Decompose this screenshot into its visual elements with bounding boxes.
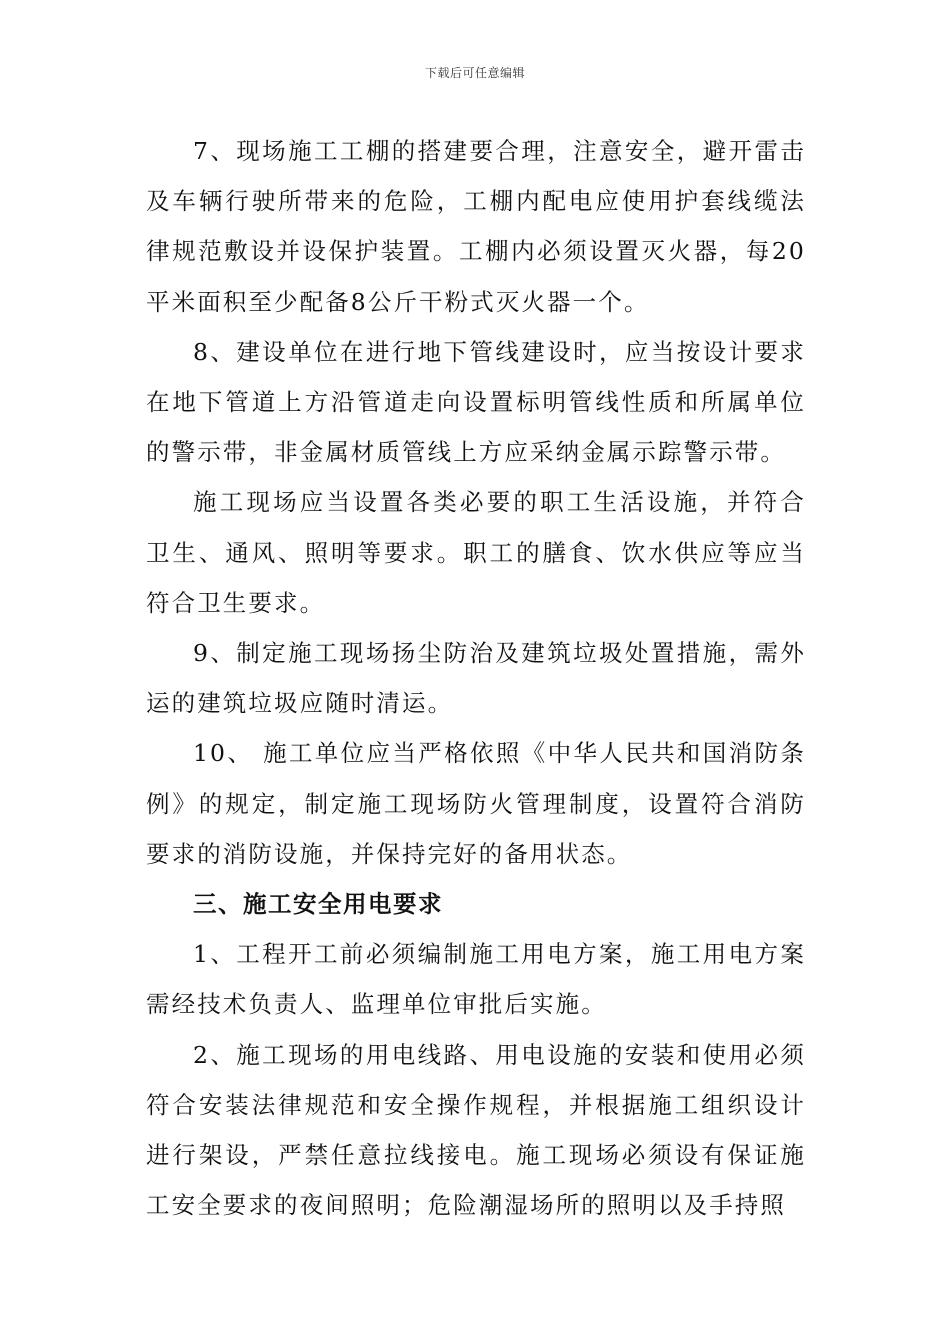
paragraph-electrical-1: 1、工程开工前必须编制施工用电方案，施工用电方案需经技术负责人、监理单位审批后实施。 — [146, 940, 806, 1019]
paragraph-item-7: 7、现场施工工棚的搭建要合理，注意安全，避开雷击及车辆行驶所带来的危险，工棚内配电应使用护套线缆法律规范敷设并设保护装置。工棚内必须设置灭火器，每20平米面积至少配备8公斤干粉式灭火器一个。 — [146, 137, 806, 316]
paragraph-living-facilities: 施工现场应当设置各类必要的职工生活设施，并符合卫生、通风、照明等要求。职工的膳食、饮水供应等应当符合卫生要求。 — [146, 488, 806, 617]
page-header-note: 下载后可任意编辑 — [424, 66, 525, 80]
paragraph-item-8: 8、建设单位在进行地下管线建设时，应当按设计要求在地下管道上方沿管道走向设置标明管线性质和所属单位的警示带，非金属材质管线上方应采纳金属示踪警示带。 — [146, 337, 806, 467]
document-body — [146, 126, 806, 1230]
paragraph-item-9: 9、制定施工现场扬尘防治及建筑垃圾处置措施，需外运的建筑垃圾应随时清运。 — [146, 639, 806, 718]
section-heading-electrical-safety: 三、施工安全用电要求 — [193, 890, 443, 919]
paragraph-item-10: 10、 施工单位应当严格依照《中华人民共和国消防条例》的规定，制定施工现场防火管理制度，设置符合消防要求的消防设施，并保持完好的备用状态。 — [146, 739, 806, 868]
paragraph-electrical-2: 2、施工现场的用电线路、用电设施的安装和使用必须符合安装法律规范和安全操作规程，并根据施工组织设计进行架设，严禁任意拉线接电。施工现场必须设有保证施工安全要求的夜间照明；危险潮湿场所的照明以及手持照 — [146, 1040, 806, 1220]
